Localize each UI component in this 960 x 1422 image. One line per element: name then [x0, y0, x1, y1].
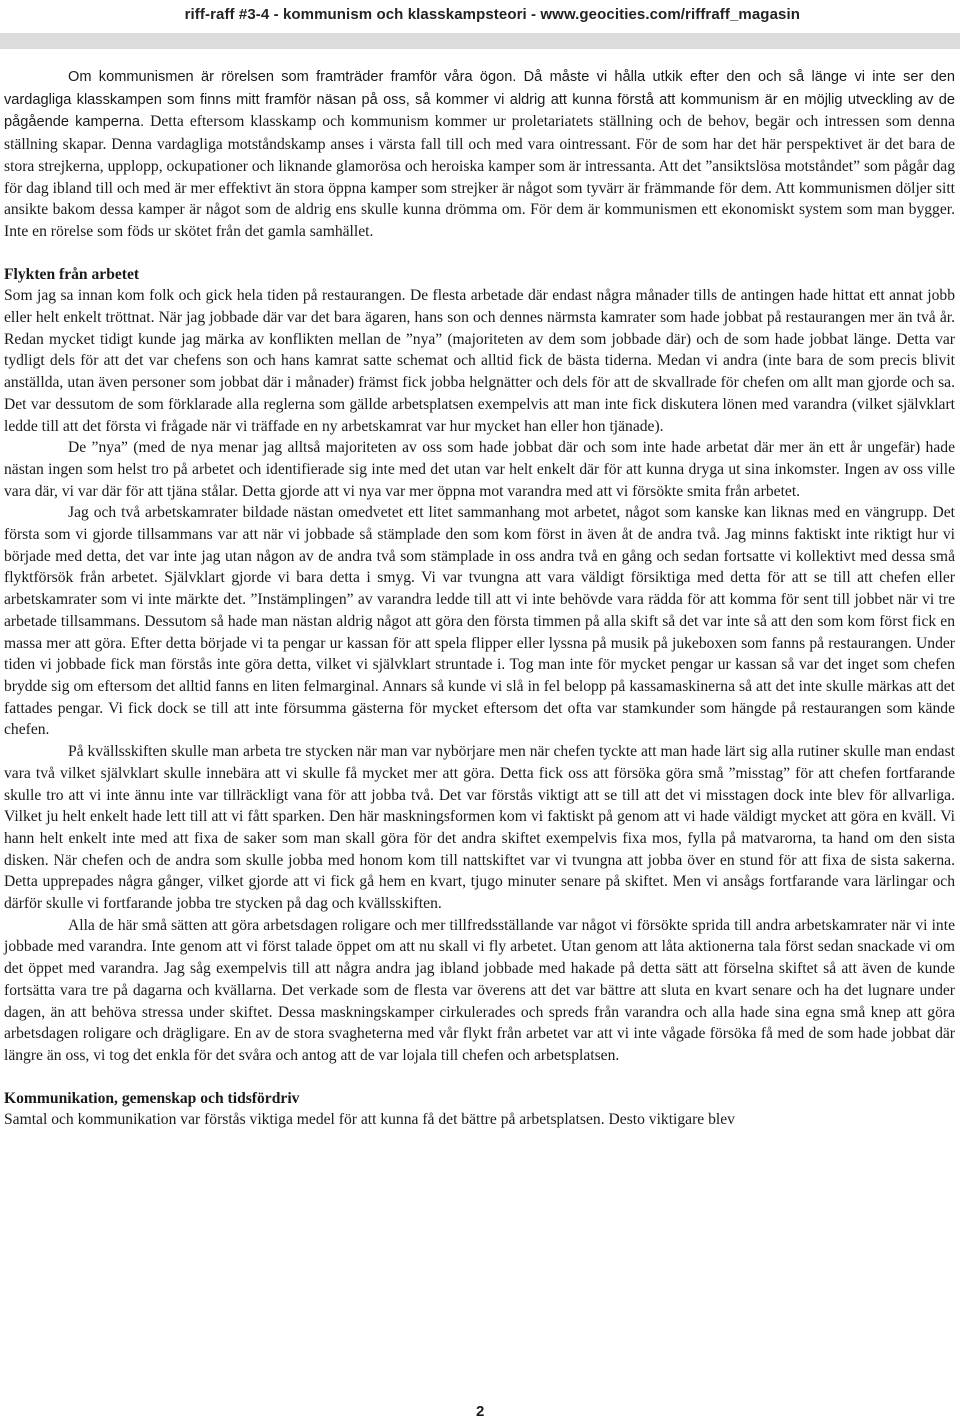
body-paragraph: Jag och två arbetskamrater bildade nästan omedvetet ett litet sammanhang mot arbetet, något som kanske kan liknas med en vängrupp. Det första som vi gjorde tillsammans var att när vi jobbade så stämplade den som kom först in även åt de andra två. Jag minns faktiskt inte riktigt hur vi började med detta, det var inte jag utan någon av de andra två som stämplade in oss andra två en gång och sedan fortsatte vi kollektivt med dessa små flyktförsök från arbetet. Självklart gjorde vi bara detta i smyg. Vi var tvungna att vara väldigt försiktiga med detta för att se till att chefen eller arbetskamrater som vi inte märkte det. ”Instämplingen” av varandra ledde till att vi inte behövde vara rädda för att komma för sent till jobbet när vi tre arbetade tillsammans. Dessutom så hade man nästan aldrig något att göra den första timmen på alla skift så det var inte så att den som kom först fick en massa mer att göra. Efter detta började vi ta pengar ur kassan för att spela flipper eller lyssna på musik på jukeboxen som fanns på restaurangen. Under tiden vi jobbade fick man förstås inte göra detta, vilket vi självklart struntade i. Tog man inte för mycket pengar ur kassan så var det inget som chefen brydde sig om eftersom det alltid fanns en liten felmarginal. Annars så kunde vi slå in fel belopp på kassamaskinerna så att det inte skulle märkas att det fattades pengar. Vi fick dock se till att inte försumma gästerna för mycket eftersom det ofta var stamkunder som hängde på restaurangen som kände chefen.: [4, 504, 955, 739]
section-heading-kommunikation: Kommunikation, gemenskap och tidsfördriv: [4, 1089, 300, 1107]
header-divider: [0, 33, 960, 49]
body-paragraph: De ”nya” (med de nya menar jag alltså majoriteten av oss som hade jobbat där och som inte hade arbetat där mer än ett år ungefär) hade nästan ingen som helst tro på arbetet och identifierade sig inte med det utan var helt enkelt där för att kunna dryga ut sina inkomster. Ingen av oss ville vara där, vi var där för att tjäna stålar. Detta gjorde att vi nya var mer öppna mot varandra med att vi försökte smita från arbetet.: [4, 439, 955, 500]
body-paragraph: Samtal och kommunikation var förstås viktiga medel för att kunna få det bättre på arbetsplatsen. Desto viktigare blev: [4, 1111, 735, 1129]
body-paragraph: På kvällsskiften skulle man arbeta tre stycken när man var nybörjare men när chefen tyckte att man hade lärt sig alla rutiner skulle man endast vara två vilket självklart skulle innebära att vi skulle få mycket mer att göra. Detta fick oss att försöka göra små ”misstag” för att chefen fortfarande skulle tro att vi inte ännu inte var tillräckligt vana för att jobba två. Det var förstås viktigt att se till att det vi misstagen dock inte blev för allvarliga. Vilket ju helt enkelt hade lett till att vi fått sparken. Den här maskningsformen kom vi faktiskt på genom att vi hade väldigt mycket att göra en kväll. Vi hann helt enkelt inte med att fixa de saker som man skall göra för det andra skiftet exempelvis fixa mos, fylla på matvarorna, ta hand om den sista disken. När chefen och de andra som skulle jobba med honom kom till nattskiftet var vi tvungna att jobba över en stund för att fixa de sista sakerna. Detta upprepades några gånger, vilket gjorde att vi fick gå hem en kvart, tjugo minuter senare på skiftet. Men vi ansågs fortfarande vara lärlingar och därför skulle vi fortfarande jobba tre stycken på dag och kvällsskiften.: [4, 743, 955, 913]
intro-text-sans: Om kommunismen är rörelsen som framträder framför våra ögon. Då måste vi hålla utkik efter den och så länge vi inte ser den vardagliga klasskampen som finns mitt framför näsan på oss, så kommer vi aldrig att kunna förstå att kommunism är en möjlig utveckling av de pågående kamperna.: [4, 69, 955, 131]
intro-paragraph: [4, 66, 955, 243]
body-paragraph: Alla de här små sätten att göra arbetsdagen roligare och mer tillfredsställande var något vi försökte sprida till andra arbetskamrater när vi inte jobbade med varandra. Inte genom att vi först talade öppet om att nu skall vi fly arbetet. Utan genom att låta aktionerna tala först sedan snackade vi om det öppet med varandra. Jag såg exempelvis till att några andra jag ibland jobbade med hakade på detta sätt att förselna skiftet så att även de kunde fortsätta vara tre på dagarna och kvällarna. Det verkade som de flesta var överens att det var bättre att sluta en kvart senare och ha det lugnare under dagen, än att behöva stressa under skiftet. Dessa maskningskamper cirkulerades och spreds från varandra och alla hade sina egna små knep att göra arbetsdagen roligare och drägligare. En av de stora svagheterna med vår flykt från arbetet var att vi inte vågade försöka få med de som hade jobbat där längre än oss, vi tog det enkla för det svåra och antog att de var lojala till chefen och arbetsplatsen.: [4, 916, 955, 1064]
intro-text-serif: Detta eftersom klasskamp och kommunism kommer ur proletariatets ställning och de behov, begär och intressen som denna ställning skapar. Denna vardagliga motståndskamp anses i värsta fall till och med vara ointressant. För de som har det här perspektivet är det bara de stora strejkerna, upplopp, ockupationer och liknande glamorösa och heroiska kamper som är intressanta. Att det ”ansiktslösa motståndet” som pågår dag för dag ibland till och med är mer effektivt än stora öppna kamper som strejker är något som tyvärr är främmande för dem. Att kommunismen döljer sitt ansikte bakom dessa kamper är något som de aldrig ens skulle kunna drömma om. För dem är kommunismen ett ekonomiskt system som man bygger. Inte en rörelse som föds ur skötet från det gamla samhället.: [4, 113, 956, 240]
page-number: 2: [476, 1403, 485, 1420]
body-paragraph: Som jag sa innan kom folk och gick hela tiden på restaurangen. De flesta arbetade där endast några månader tills de antingen hade hittat ett annat jobb eller helt enkelt tröttnat. När jag jobbade där var det bara ägaren, hans son och dennes närmsta kamrater som hade jobbat på restaurangen mer än två år. Redan mycket tidigt kunde jag märka av konflikten mellan de ”nya” (majoriteten av dem som jobbade där) och de som hade jobbat länge. Detta var tydligt dels för att det var chefens son och hans kamrat satte schemat och alltid fick de bästa tiderna. Medan vi andra (inte bara de som precis blivit anställda, utan även personer som jobbat där i månader) främst fick jobba helgnätter och dels för att de skvallrade för chefen om allt man gjorde och sa. Det var dessutom de som förklarade alla reglerna som gällde arbetsplatsen exempelvis att man inte fick diskutera lönen med varandra (vilket självklart ledde till att det första vi frågade när vi träffade en ny arbetskamrat var hur mycket han eller hon tjänade).: [4, 287, 955, 435]
running-header: riff-raff #3-4 - kommunism och klasskampsteori - www.geocities.com/riffraff_magasin: [184, 6, 800, 23]
section-heading-flykten: Flykten från arbetet: [4, 265, 140, 283]
article-body: [4, 66, 955, 1131]
